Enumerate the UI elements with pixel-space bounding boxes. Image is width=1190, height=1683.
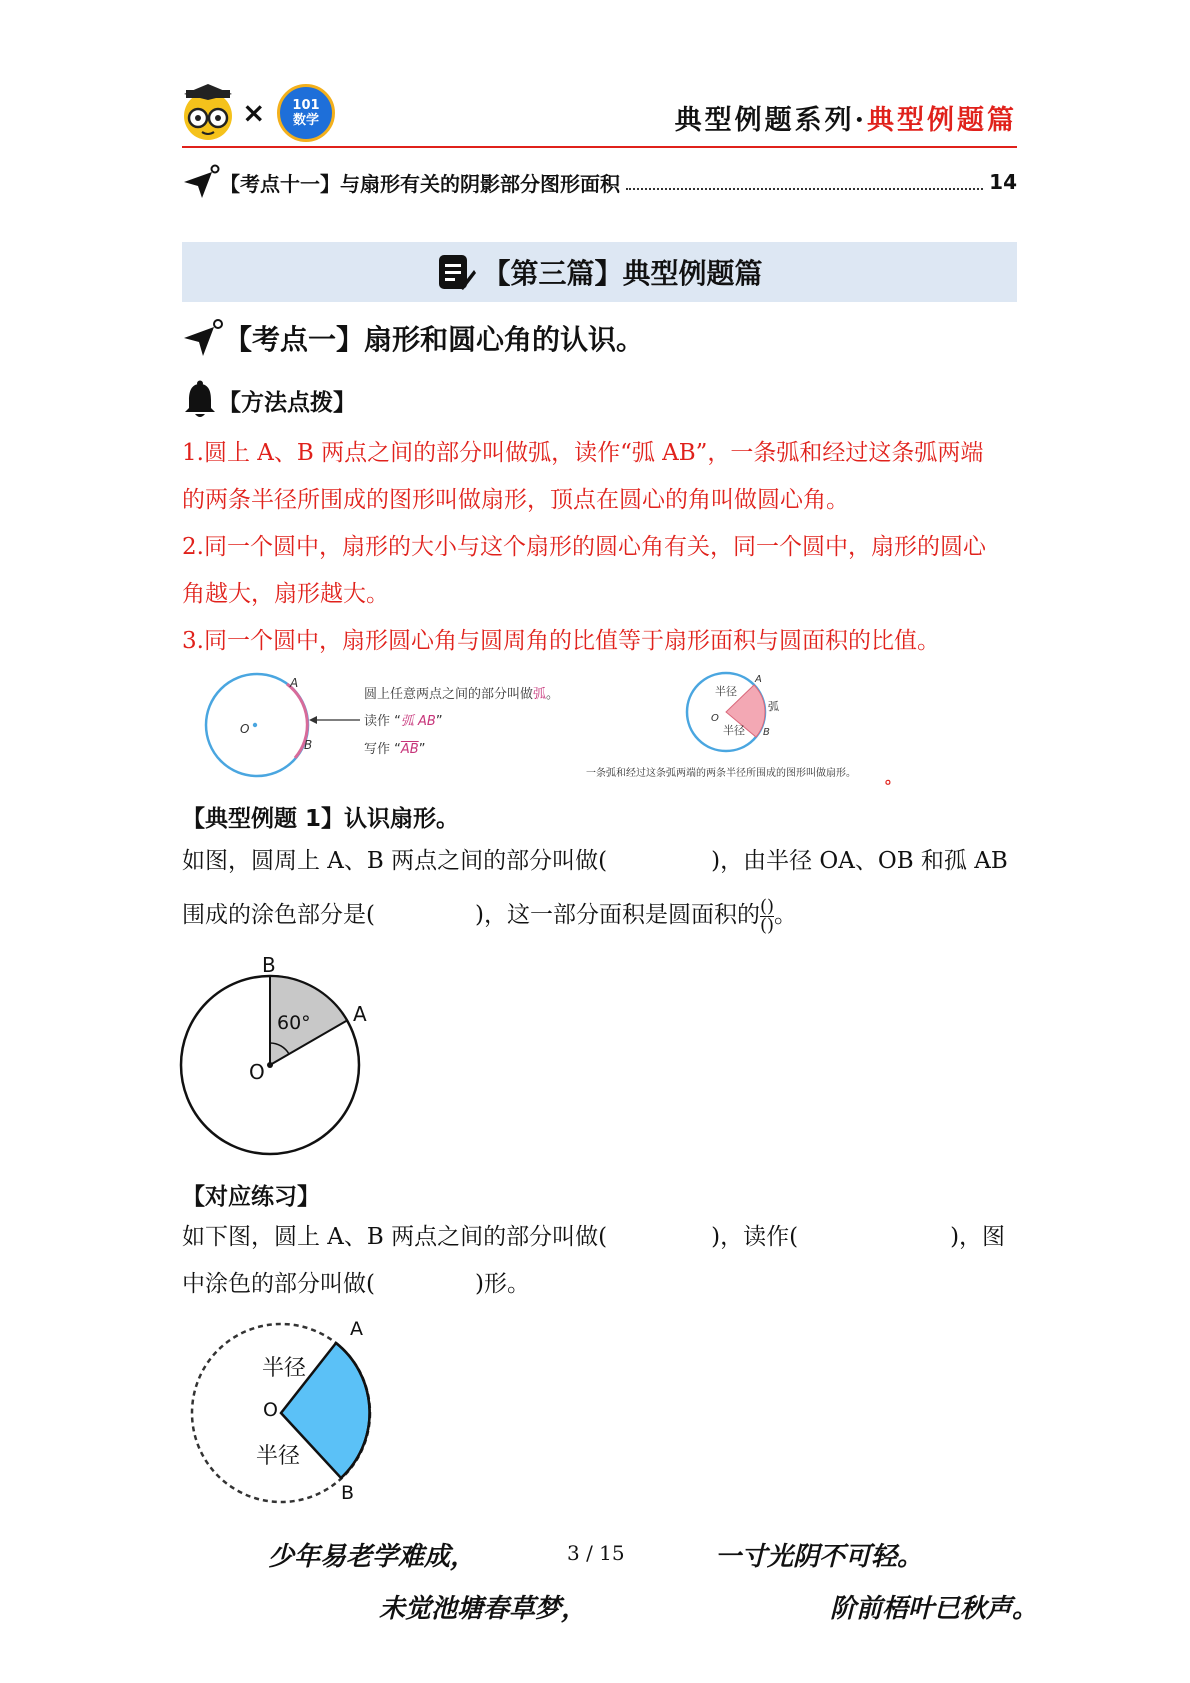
practice-circle-figure <box>185 1320 385 1510</box>
method-line-4: 角越大，扇形越大。 <box>182 581 389 607</box>
location-arrow-icon <box>182 164 220 200</box>
method-title: 【方法点拨】 <box>218 389 356 416</box>
header-divider <box>182 146 1017 148</box>
footer-poem-left-2: 未觉池塘春草梦， <box>379 1594 588 1624</box>
toc-entry[interactable] <box>182 164 1017 200</box>
practice-line-1-part-a: 如下图，圆上 A、B 两点之间的部分叫做( <box>182 1224 608 1250</box>
practice-label-A: A <box>350 1318 363 1340</box>
toc-leader-dots <box>626 174 983 190</box>
method-line-1: 1.圆上 A、B 两点之间的部分叫做弧，读作“弧 AB”，一条弧和经过这条弧两端 <box>182 440 984 466</box>
fig1-desc-3-text: 写作 “ <box>364 742 401 757</box>
practice-line-2 <box>182 1257 1017 1311</box>
method-line-3: 2.同一个圆中，扇形的大小与这个扇形的圆心角有关，同一个圆中，扇形的圆心 <box>182 534 986 560</box>
practice-line-1 <box>182 1210 1017 1264</box>
fig2-radius-bottom: 半径 <box>723 724 745 737</box>
header-title-red: 典型例题篇 <box>867 105 1017 136</box>
fig1-label-O: O <box>240 722 250 736</box>
arc-diagram-center <box>253 723 257 727</box>
toc-page: 14 <box>989 170 1017 194</box>
practice-line-2-part-a: 中涂色的部分叫做( <box>182 1271 375 1297</box>
times-symbol: × <box>242 96 266 129</box>
practice-radius-top: 半径 <box>262 1356 307 1381</box>
fig1-desc-2-highlight: 弧 AB <box>400 714 436 729</box>
part-banner-title: 【第三篇】典型例题篇 <box>482 257 763 290</box>
footer-poem-right-2: 阶前梧叶已秋声。 <box>830 1594 1039 1624</box>
example-1-center-dot <box>267 1062 273 1068</box>
example-1-label-B: B <box>262 953 276 977</box>
fig2-caption-mark: 。 <box>885 768 902 787</box>
method-heading <box>182 380 356 420</box>
practice-label-B: B <box>341 1482 355 1504</box>
example-1-label-O: O <box>249 1060 265 1084</box>
method-line-5: 3.同一个圆中，扇形圆心角与圆周角的比值等于扇形面积与圆面积的比值。 <box>182 628 940 654</box>
example-1-line-2-end: 。 <box>774 902 798 928</box>
bell-icon <box>182 380 218 420</box>
fig1-desc-3-end: ” <box>418 742 426 757</box>
fig1-desc-1-text: 圆上任意两点之间的部分叫做 <box>364 687 534 702</box>
toc-label: 【考点十一】与扇形有关的阴影部分图形面积 <box>220 171 620 196</box>
example-1-line-1 <box>182 834 1017 888</box>
fig1-label-A: A <box>290 676 299 690</box>
fraction-numerator: () <box>759 895 775 917</box>
method-line-2: 的两条半径所围成的图形叫做扇形，顶点在圆心的角叫做圆心角。 <box>182 487 849 513</box>
example-1-angle-label: 60° <box>277 1012 311 1034</box>
practice-line-2-part-b: )形。 <box>474 1271 530 1297</box>
fig1-label-B: B <box>304 738 313 752</box>
fig1-desc-2-text: 读作 “ <box>364 714 401 729</box>
example-1-line-2-part-b: )，这一部分面积是圆面积的 <box>474 902 760 928</box>
header-title-black: 典型例题系列· <box>674 105 867 136</box>
fig1-desc-3-highlight: $\overline{AB}$ <box>400 742 419 757</box>
notepad-pen-icon <box>436 252 476 292</box>
footer-poem-left-1: 少年易老学难成， <box>268 1542 477 1572</box>
fraction-denominator: () <box>759 914 775 936</box>
fig2-label-B: B <box>763 727 770 738</box>
example-1-label-A: A <box>353 1002 367 1026</box>
header-title <box>675 98 1017 137</box>
fig1-desc-2-end: ” <box>435 714 443 729</box>
example-1-title: 【典型例题 1】认识扇形。 <box>182 806 460 832</box>
fig2-label-A: A <box>755 674 762 685</box>
example-1-circle-figure <box>178 960 378 1160</box>
location-arrow-icon <box>182 318 224 358</box>
math101-logo: 101 数学 <box>277 84 335 142</box>
fig2-caption: 一条弧和经过这条弧两端的两条半径所围成的图形叫做扇形。 <box>586 768 856 779</box>
practice-label-O: O <box>263 1399 278 1421</box>
answer-fraction[interactable] <box>759 895 775 936</box>
fig1-desc-2 <box>364 710 443 729</box>
arrow-left-icon <box>309 716 317 724</box>
footer-poem-right-1: 一寸光阴不可轻。 <box>715 1542 924 1572</box>
page-number: 3 / 15 <box>567 1541 625 1565</box>
example-1-line-2-part-a: 围成的涂色部分是( <box>182 902 375 928</box>
example-1-line-2 <box>182 888 1017 942</box>
practice-line-1-part-b: )，读作( <box>711 1224 799 1250</box>
practice-title: 【对应练习】 <box>182 1184 320 1210</box>
part-banner <box>182 242 1017 302</box>
fig2-radius-top: 半径 <box>715 685 737 698</box>
practice-line-1-part-c: )，图 <box>950 1224 1006 1250</box>
example-1-line-1-part-b: )，由半径 OA、OB 和孤 AB <box>711 848 1008 874</box>
practice-radius-bottom: 半径 <box>256 1444 301 1469</box>
fig1-desc-1-end: 。 <box>546 687 560 702</box>
fig1-desc-1 <box>364 683 559 702</box>
kaodian-title: 【考点一】扇形和圆心角的认识。 <box>224 323 645 356</box>
example-1-line-1-part-a: 如图，圆周上 A、B 两点之间的部分叫做( <box>182 848 608 874</box>
fig1-desc-1-highlight: 弧 <box>533 687 547 702</box>
kaodian-heading <box>182 318 644 358</box>
fig2-label-O: O <box>711 713 719 724</box>
fig2-arc-label: 弧 <box>768 700 779 713</box>
fig1-desc-3 <box>364 738 425 757</box>
